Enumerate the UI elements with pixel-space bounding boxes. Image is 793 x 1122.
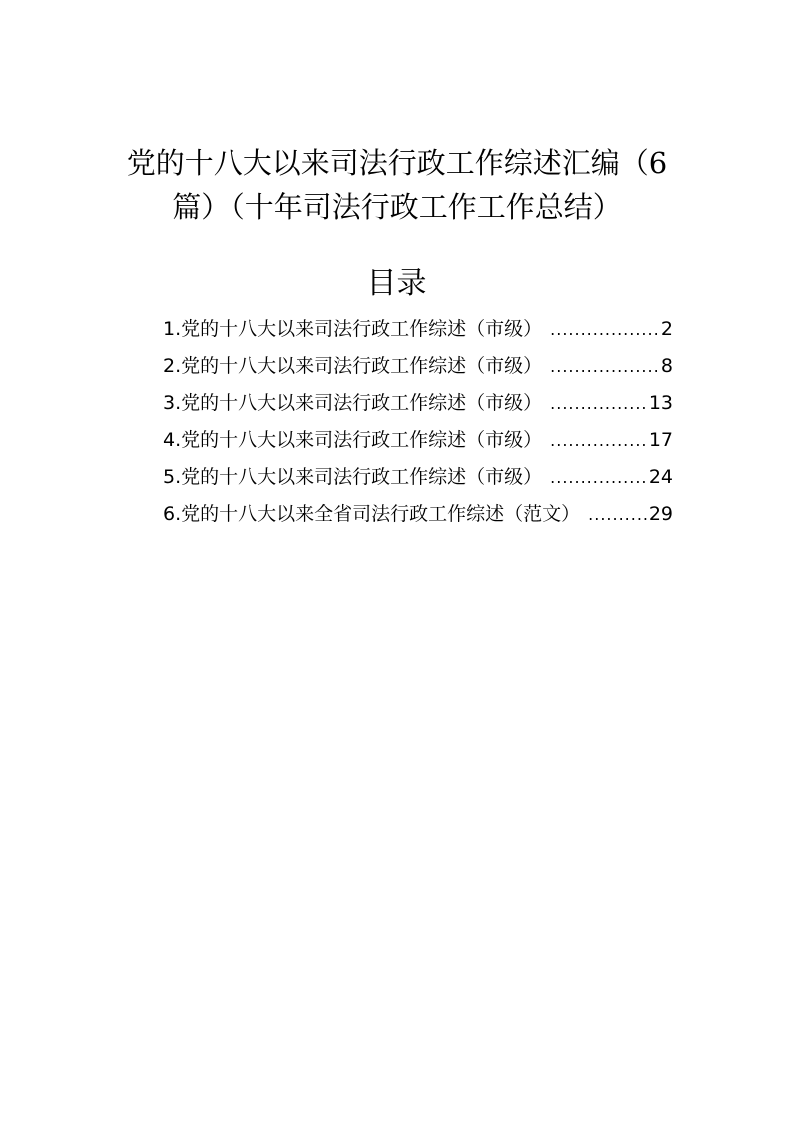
toc-entry-label: 4.党的十八大以来司法行政工作综述（市级） bbox=[163, 429, 543, 451]
document-title-line-2: 篇）（十年司法行政工作工作总结） bbox=[172, 190, 622, 224]
table-of-contents bbox=[163, 311, 673, 533]
toc-entry[interactable] bbox=[163, 348, 673, 385]
toc-entry[interactable] bbox=[163, 459, 673, 496]
toc-heading: 目录 bbox=[366, 266, 427, 301]
toc-entry[interactable] bbox=[163, 422, 673, 459]
toc-entry-label: 3.党的十八大以来司法行政工作综述（市级） bbox=[163, 392, 543, 414]
toc-dot-leader bbox=[588, 496, 647, 533]
toc-entry-label: 1.党的十八大以来司法行政工作综述（市级） bbox=[163, 318, 543, 340]
toc-entry-page-number: 13 bbox=[648, 392, 673, 414]
document-title-line-1: 党的十八大以来司法行政工作综述汇编（6 bbox=[126, 146, 668, 180]
toc-entry-page-number: 8 bbox=[660, 355, 673, 377]
toc-dot-leader bbox=[550, 459, 647, 496]
document-title bbox=[112, 141, 682, 229]
toc-entry-label: 2.党的十八大以来司法行政工作综述（市级） bbox=[163, 355, 543, 377]
toc-dot-leader bbox=[550, 422, 647, 459]
toc-entry-page-number: 29 bbox=[648, 503, 673, 525]
toc-entry-label: 5.党的十八大以来司法行政工作综述（市级） bbox=[163, 466, 543, 488]
toc-entry-label: 6.党的十八大以来全省司法行政工作综述（范文） bbox=[163, 503, 581, 525]
toc-entry[interactable] bbox=[163, 496, 673, 533]
toc-dot-leader bbox=[550, 348, 659, 385]
toc-entry[interactable] bbox=[163, 385, 673, 422]
toc-entry-page-number: 17 bbox=[648, 429, 673, 451]
toc-dot-leader bbox=[550, 385, 647, 422]
toc-dot-leader bbox=[550, 311, 659, 348]
toc-entry[interactable] bbox=[163, 311, 673, 348]
toc-entry-page-number: 24 bbox=[648, 466, 673, 488]
toc-entry-page-number: 2 bbox=[660, 318, 673, 340]
